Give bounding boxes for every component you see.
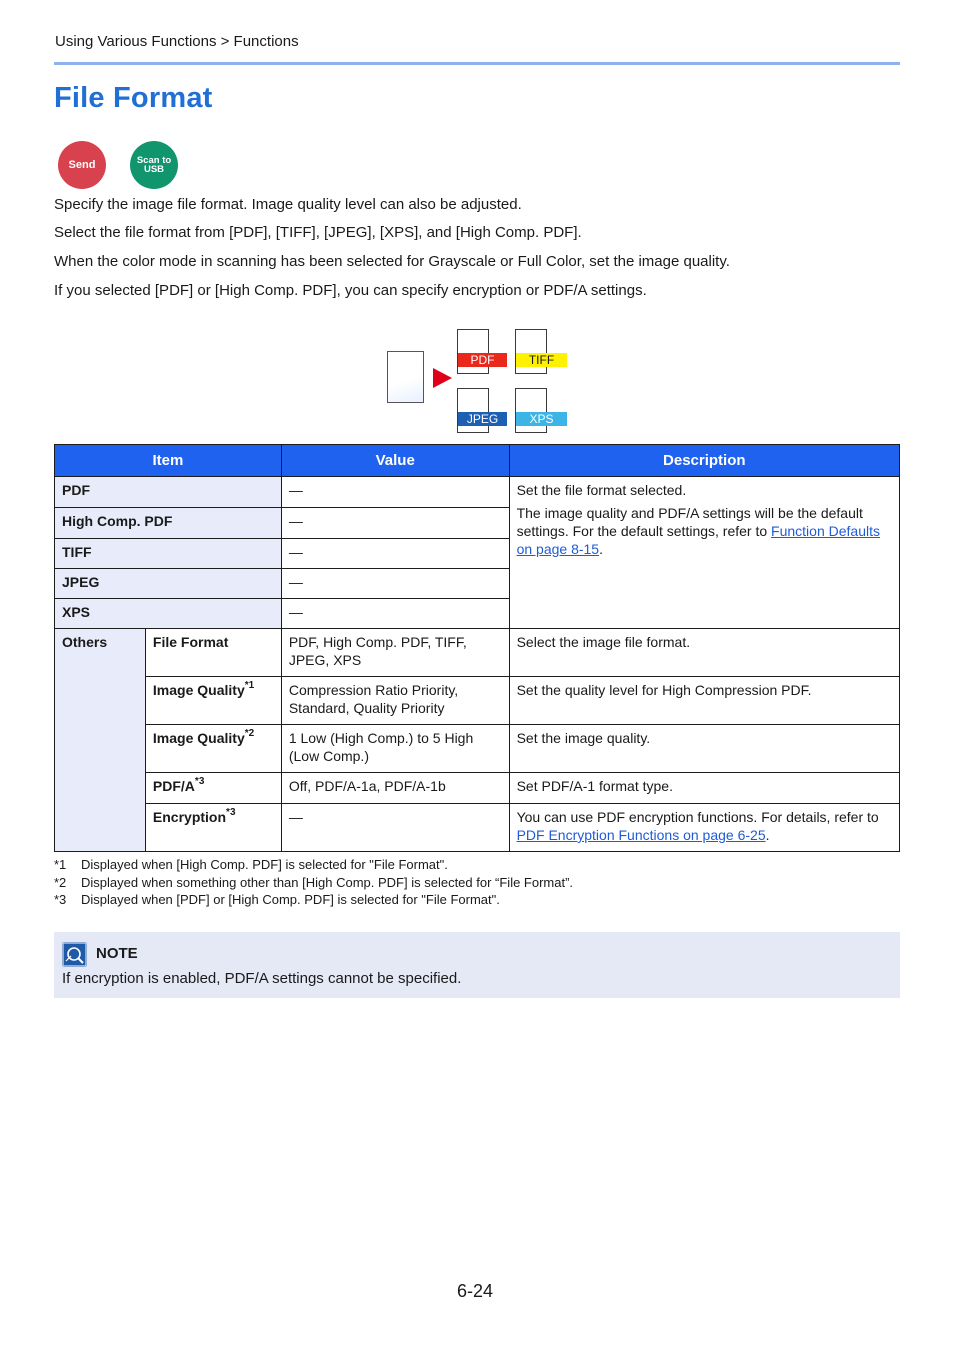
item-cell: High Comp. PDF [55,508,282,539]
header-item: Item [55,445,282,477]
intro-paragraph-1: Specify the image file format. Image quality level can also be adjusted. [54,196,522,213]
table-row [55,773,900,804]
file-format-table [54,444,900,852]
footnote-ref: *3 [194,776,205,788]
footnote [54,891,573,909]
pdf-tag: PDF [458,353,507,367]
sub-item-label: PDF/A [152,778,195,794]
tiff-document-icon [515,329,547,374]
footnote-mark: *2 [54,874,67,890]
description-cell: Set PDF/A-1 format type. [509,773,899,804]
sub-item-cell [145,804,281,852]
value-cell: Compression Ratio Priority, Standard, Quality Priority [281,677,509,725]
note-title: NOTE [96,945,138,962]
send-badge-icon [58,141,106,189]
item-cell: PDF [55,477,282,508]
item-cell: XPS [55,599,282,629]
table-header-row [55,445,900,477]
value-cell: 1 Low (High Comp.) to 5 High (Low Comp.) [281,725,509,773]
header-description: Description [509,445,899,477]
description-cell [509,804,899,852]
table-row [55,629,900,677]
tiff-tag: TIFF [516,353,567,367]
header-rule [54,62,900,65]
value-cell: — [281,599,509,629]
sub-item-label: Image Quality [152,730,245,746]
usb-badge-line1: Scan to [136,154,172,166]
footnote [54,874,573,892]
description-line [517,504,892,558]
usb-badge-line2: USB [143,164,165,175]
description-text: The image quality and PDF/A settings will be the default settings. For the default settings, refer to [516,505,863,539]
table-row [55,477,900,508]
intro-paragraph-2: Select the file format from [PDF], [TIFF], [JPEG], [XPS], and [High Comp. PDF]. [54,224,582,241]
footnote-mark: *3 [54,892,67,907]
jpeg-document-icon [457,388,489,433]
note-box [54,932,900,998]
item-cell: JPEG [55,569,282,599]
description-cell: Set the image quality. [509,725,899,773]
breadcrumb: Using Various Functions > Functions [55,33,299,50]
xps-tag: XPS [516,412,567,426]
value-cell: — [281,477,509,508]
value-cell: Off, PDF/A-1a, PDF/A-1b [281,773,509,804]
intro-paragraph-3: When the color mode in scanning has been selected for Grayscale or Full Color, set the image quality. [54,253,730,270]
page-title: File Format [54,82,213,114]
function-defaults-link[interactable]: Function Defaults on page 8-15 [516,523,880,557]
footnote-text: Displayed when [High Comp. PDF] is selected for "File Format". [81,857,448,872]
value-cell: PDF, High Comp. PDF, TIFF, JPEG, XPS [281,629,509,677]
description-text: . [765,827,770,843]
pdf-document-icon [457,329,489,374]
sub-item-label: Encryption [152,809,227,825]
description-text: You can use PDF encryption functions. For details, refer to [516,809,879,825]
sub-item-label: Image Quality [152,682,245,698]
footnote-ref: *3 [226,807,236,819]
value-cell: — [281,804,509,852]
arrow-right-icon [433,368,452,388]
sub-item-cell [145,629,281,677]
note-text: If encryption is enabled, PDF/A settings cannot be specified. [62,970,462,987]
sub-item-cell [145,725,281,773]
header-value: Value [281,445,509,477]
description-text: . [599,541,603,557]
footnote-ref: *1 [244,680,255,692]
intro-paragraph-4: If you selected [PDF] or [High Comp. PDF], you can specify encryption or PDF/A settings. [54,282,647,299]
scan-to-usb-badge-icon [130,141,178,189]
send-badge-label: Send [68,158,96,171]
footnote-mark: *1 [54,857,67,872]
jpeg-tag: JPEG [458,412,507,426]
formats-description-cell [509,477,899,629]
source-document-icon [387,351,424,403]
table-row [55,725,900,773]
footnote-text: Displayed when [PDF] or [High Comp. PDF] is selected for "File Format". [81,892,500,907]
xps-document-icon [515,388,547,433]
pdf-encryption-link[interactable]: PDF Encryption Functions on page 6-25 [516,827,766,843]
value-cell: — [281,508,509,539]
sub-item-label: File Format [152,634,229,650]
footnote-text: Displayed when something other than [High Comp. PDF] is selected for “File Format”. [81,874,574,890]
footnotes [54,856,573,909]
sub-item-cell [145,677,281,725]
footnote-ref: *2 [244,728,255,740]
table-row [55,677,900,725]
sub-item-cell [145,773,281,804]
description-line: Set the file format selected. [516,482,687,498]
others-cell: Others [55,629,146,852]
note-icon [62,942,87,967]
item-cell: TIFF [55,539,282,569]
table-row [55,804,900,852]
value-cell: — [281,569,509,599]
page-number: 6-24 [457,1281,494,1301]
description-cell: Select the image file format. [509,629,899,677]
file-format-diagram [386,328,576,436]
value-cell: — [281,539,509,569]
footnote [54,856,573,874]
description-cell: Set the quality level for High Compression PDF. [509,677,899,725]
